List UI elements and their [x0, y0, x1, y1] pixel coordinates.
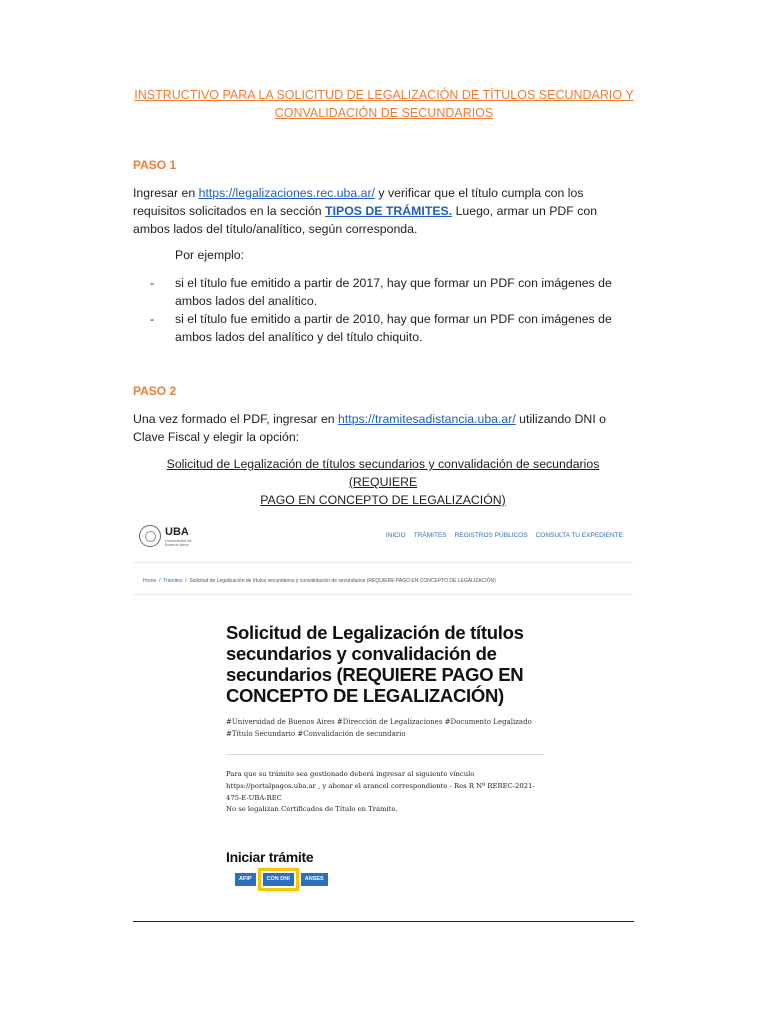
afip-button[interactable]: AFIP — [235, 873, 256, 886]
info-text: Para que su trámite sea gestionado deberá ingresar al siguiente vínculo https://portalpagos.uba.ar , y abonar el arancel correspondiente - Res R Nº REREC-2021-475-E-UBA-REC — [226, 770, 535, 802]
con-dni-button[interactable]: CON DNI — [263, 873, 294, 886]
nav-item-inicio[interactable]: INICIO — [385, 532, 406, 539]
list-item: - si el título fue emitido a partir de 2010, hay que formar un PDF con imágenes de ambos lados del analítico y del título chiquito. — [150, 312, 612, 344]
breadcrumb-home[interactable]: Home — [143, 578, 157, 584]
uba-seal-icon — [139, 525, 161, 547]
tags: #Universidad de Buenos Aires #Dirección de Legalizaciones #Documento Legalizado #Título Secundario #Convalidación de secundario — [226, 718, 532, 738]
site-nav — [386, 532, 623, 539]
tramites-distancia-link[interactable]: https://tramitesadistancia.uba.ar/ — [338, 412, 516, 426]
tags-divider — [226, 754, 544, 755]
step-2-heading: PASO 2 — [133, 384, 177, 398]
breadcrumb-divider — [133, 594, 633, 595]
nav-item-tramites[interactable]: TRÁMITES — [413, 532, 447, 539]
uba-logo-subtext: Universidad de Buenos Aires — [165, 538, 192, 547]
example-label: Por ejemplo: — [175, 248, 245, 262]
document-title: INSTRUCTIVO PARA LA SOLICITUD DE LEGALIZACIÓN DE TÍTULOS SECUNDARIO Y CONVALIDACIÓN DE SECUNDARIOS — [134, 88, 634, 120]
tipos-de-tramites-link[interactable]: TIPOS DE TRÁMITES. — [325, 204, 453, 218]
anses-button[interactable]: ANSES — [301, 873, 328, 886]
breadcrumb-tramites[interactable]: Trámites — [163, 578, 183, 584]
legalizaciones-link[interactable]: https://legalizaciones.rec.uba.ar/ — [198, 186, 375, 200]
embedded-screenshot — [133, 512, 633, 902]
info-note: No se legalizan Certificados de Título en Trámite. — [226, 805, 398, 813]
breadcrumb-current: Solicitud de Legalización de títulos secundarios y convalidación de secundarios (REQUIERE PAGO EN CONCEPTO DE LEGALIZACIÓN) — [189, 578, 496, 584]
page-title: Solicitud de Legalización de títulos secundarios y convalidación de secundarios (REQUIERE PAGO EN CONCEPTO DE LEGALIZACIÓN) — [226, 622, 524, 706]
step-2-paragraph: Una vez formado el PDF, ingresar en https://tramitesadistancia.uba.ar/ utilizando DNI o Clave Fiscal y elegir la opción: — [133, 412, 606, 444]
header-divider — [133, 562, 633, 563]
step-1-paragraph: Ingresar en https://legalizaciones.rec.uba.ar/ y verificar que el título cumpla con los requisitos solicitados en la sección TIPOS DE TRÁMITES. Luego, armar un PDF con ambos lados del título/analítico, según corresponda. — [133, 186, 598, 236]
uba-logo-text: UBA — [165, 526, 189, 538]
list-item: - si el título fue emitido a partir de 2017, hay que formar un PDF con imágenes de ambos lados del analítico. — [150, 276, 612, 308]
example-list — [150, 274, 620, 346]
site-header — [133, 512, 633, 568]
iniciar-tramite-heading: Iniciar trámite — [226, 849, 314, 865]
login-options — [235, 873, 328, 886]
nav-item-registros[interactable]: REGISTROS PÚBLICOS — [454, 532, 528, 539]
breadcrumb: Home / Trámites / Solicitud de Legalización de títulos secundarios y convalidación de secundarios (REQUIERE PAGO EN CONCEPTO DE LEGALIZACIÓN) — [143, 578, 496, 584]
nav-item-consulta[interactable]: CONSULTA TU EXPEDIENTE — [535, 532, 623, 539]
footer-rule — [133, 921, 634, 922]
step-1-heading: PASO 1 — [133, 158, 177, 172]
option-name: Solicitud de Legalización de títulos secundarios y convalidación de secundarios (REQUIERE PAGO EN CONCEPTO DE LEGALIZACIÓN) — [166, 457, 600, 507]
